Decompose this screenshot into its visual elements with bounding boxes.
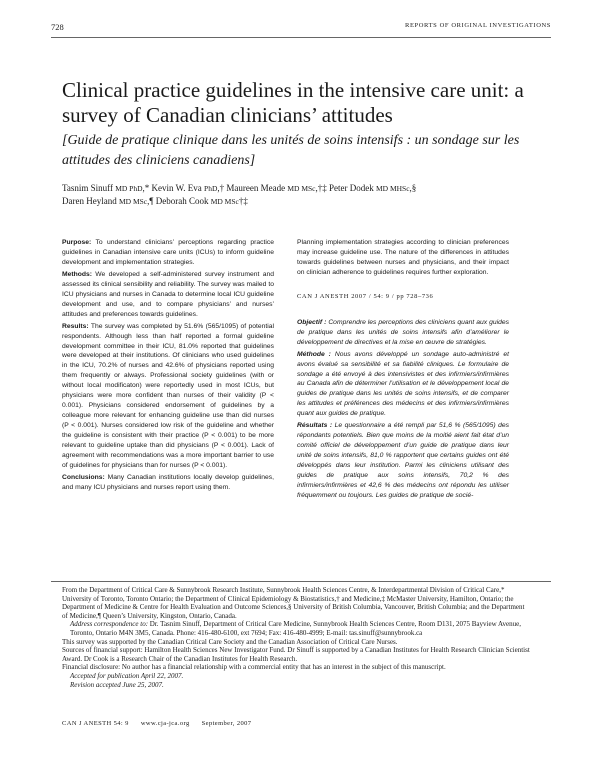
footer-date: September, 2007 [201, 720, 252, 727]
abstract-conclusions-continued: Planning implementation strategies according to clinician preferences may increase guideline use. The nature of the differences in attitudes towards guidelines between nurses and physicians, and their impact on clinician adherence to guidelines requires further exploration. [297, 239, 509, 276]
author-degrees: MD PhD [115, 184, 143, 193]
abstract-methode: Méthode : Nous avons développé un sondage auto-administré et avons évalué sa sensibilité et sa fiabilité cliniques. Le formulaire de sondage a été envoyé à des intensivistes et des infirmiers/infirmières au Canada afin de déterminer l’utilisation et le développement local de guides de pratique dans les unités de soins intensifs, et de comparer les attitudes et préférences des médecins et des infirmiers/infirmières quant aux guides de pratique. [297, 350, 509, 418]
footnotes [62, 586, 532, 689]
author-name: Kevin W. Eva [151, 183, 202, 193]
abstract-resultats: Résultats : Le questionnaire a été rempli par 51,6 % (565/1095) des répondants potentiels. Bien que moins de la moitié aient fait état d’un comité officiel de développement d’un guide de pratique dans leur unité de soins intensifs, 81,0 % rapportent que certains guides ont été développés dans leur institution. Parmi les cliniciens utilisant des guides de pratique aux soins intensifs, 70,2 % des infirmiers/infirmières et 42,6 % des médecins ont répondu les utiliser fréquemment ou toujours. Les guides de pratique de socié- [297, 422, 509, 499]
author-degrees: PhD [204, 184, 218, 193]
author-degrees: MD MSc [118, 197, 148, 206]
footer-journal: CAN J ANESTH 54: 9 [62, 720, 129, 727]
author-degrees: MD MSc [287, 184, 316, 193]
author-degrees: MD MHSc [376, 184, 410, 193]
author-name: Maureen Meade [226, 183, 286, 193]
financial-support: Sources of financial support: Hamilton Health Sciences New Investigator Fund. Dr Sinuff is supported by a Canadian Institutes for Health Research Clinician Scientist Award. Dr Cook is a Research Chair of the Canadian Institutes for Health Research. [62, 646, 530, 663]
author-name: Daren Heyland [62, 196, 117, 206]
footer-url[interactable]: www.cja-jca.org [140, 720, 190, 727]
abstract-objectif: Objectif : Comprendre les perceptions des cliniciens quant aux guides de pratique dans les unités de soins intensifs afin d’améliorer le développement de directives et la mise en œuvre de stratégies. [297, 318, 509, 346]
running-head: REPORTS OF ORIGINAL INVESTIGATIONS [405, 22, 551, 29]
article-title: Clinical practice guidelines in the intensive care unit: a survey of Canadian clinicians’ attitudes [62, 78, 524, 127]
author-name: Peter Dodek [329, 183, 374, 193]
support-note: This survey was supported by the Canadian Critical Care Society and the Canadian Association of Critical Care Nurses. [62, 637, 398, 646]
affiliations: From the Department of Critical Care & Sunnybrook Research Institute, Sunnybrook Health Sciences Centre, & Interdepartmental Division of Critical Care,* University of Toronto, Toronto Ontario; the Department of Clinical Epidemiology & Biostatistics,† and Medicine,‡ McMaster University, Hamilton, Ontario; the Department of Medicine & Centre for Health Evaluation and Outcome Sciences,§ University of British Columbia, Vancouver, British Columbia; and the Department of Medicine,¶ Queen’s University, Kingston, Ontario, Canada. [62, 586, 525, 620]
header-rule [51, 37, 551, 38]
abstract-french [297, 318, 509, 501]
accepted-date: Accepted for publication April 22, 2007. [70, 671, 184, 680]
abstract-results: Results: The survey was completed by 51.6% (565/1095) of potential respondents. Although less than half reported a formal guideline development committee in their ICU, 81.0% reported that guidelines were developed at their institutions. Of clinicians who used guidelines in the ICU, 70.2% of nurses and 42.6% of physicians reported using them frequently or always. Professional society guidelines (with or without local modificaton) were reportedly used in most ICUs, but physicians were more confident than nurses of their validity (P < 0.001). Physicians considered endorsement of guidelines by a colleague more relevant for enhancing guideline use than did nurses (P < 0.001). Nurses considered low risk of the guideline and whether the guideline is consistent with their practice (P < 0.001) to be more relevant to guideline uptake than did physicians (P < 0.001). Lack of agreement with recommendations was a more important barrier to use of guidelines for physicians than for nurses (P < 0.001). [62, 322, 274, 469]
journal-citation: CAN J ANESTH 2007 / 54: 9 / pp 728–736 [297, 292, 434, 300]
abstract-conclusions: Conclusions: Many Canadian institutions locally develop guidelines, and many ICU physicians and nurses report using them. [62, 473, 274, 491]
author-name: Tasnim Sinuff [62, 183, 113, 193]
abstract-purpose: Purpose: To understand clinicians’ perceptions regarding practice guidelines in Canadian intensive care units (ICUs) to inform guideline development and implementation strategies. [62, 239, 274, 266]
footnote-rule [51, 581, 551, 582]
author-degrees: MD MSc [210, 197, 239, 206]
abstract-english [62, 238, 274, 495]
abstract-methods: Methods: We developed a self-administered survey instrument and assessed its clinical sensibility and reliability. The survey was mailed to ICU physicians and nurses in Canada to determine local ICU guideline development and use, and to compare physicians’ and nurses’ attitudes and preferences towards guidelines. [62, 270, 274, 318]
correspondence: Address correspondence to: Dr. Tasnim Sinuff, Department of Critical Care Medicine, Sunnybrook Health Sciences Centre, Room D131, 2075 Bayview Avenue, Toronto, Ontario M4N 3M5, Canada. Phone: 416-480-6100, ext 7694; Fax: 416-480-4999; E-mail: tas.sinuff@sunnybrook.ca [70, 620, 521, 637]
author-list: Tasnim Sinuff MD PhD,* Kevin W. Eva PhD,† Maureen Meade MD MSc,†‡ Peter Dodek MD MHSc,§ Daren Heyland MD MSc,¶ Deborah Cook MD MSc†‡ [62, 183, 417, 206]
article-subtitle-french: [Guide de pratique clinique dans les unités de soins intensifs : un sondage sur les attitudes des cliniciens canadiens] [62, 133, 520, 168]
page-number: 728 [51, 22, 64, 32]
revision-date: Revision accepted June 25, 2007. [70, 680, 164, 689]
page-footer [62, 720, 532, 727]
author-name: Deborah Cook [155, 196, 209, 206]
page-header [51, 22, 551, 34]
financial-disclosure: Financial disclosure: No author has a financial relationship with a commercial entity that has an interest in the subject of this manuscript. [62, 663, 446, 672]
right-column [297, 238, 509, 503]
